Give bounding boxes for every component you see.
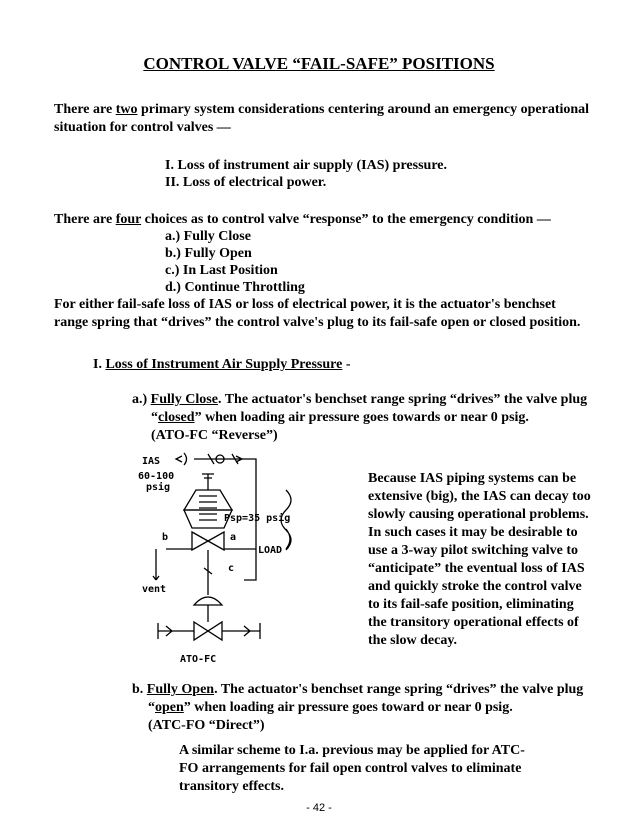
choices-text: There are (54, 212, 116, 227)
item-text: . The actuator's benchset range spring “drives” the valve plug (217, 392, 588, 407)
pilot-valve (194, 622, 222, 640)
pilot-stem (202, 474, 214, 490)
vent-line (153, 549, 159, 580)
item-emphasis: closed (158, 410, 195, 425)
side-note-line: slowly causing operational problems. (368, 507, 589, 522)
side-note-line: Because IAS piping systems can be (368, 471, 577, 486)
diagram-caption: ATO-FC (180, 654, 217, 665)
scheme-note-line: A similar scheme to I.a. previous may be applied for ATC- (179, 743, 525, 758)
item-a-line-2 (151, 409, 529, 427)
spring-paragraph-line: range spring that “drives” the control valve's plug to its fail-safe open or closed position. (54, 315, 581, 330)
valve-diagram (136, 450, 336, 675)
item-a-line-3: (ATO-FC “Reverse”) (151, 428, 278, 443)
load-label: LOAD (258, 545, 283, 556)
scheme-note-line: FO arrangements for fail open control valves to eliminate (179, 761, 522, 776)
section-title: Loss of Instrument Air Supply Pressure (105, 357, 343, 372)
choice-item: d.) Continue Throttling (165, 280, 305, 295)
intro-text: There are (54, 102, 116, 117)
port-c-label: c (228, 563, 235, 574)
side-note-line: the slow decay. (368, 633, 458, 648)
choice-item: a.) Fully Close (165, 229, 251, 244)
port-a-label: a (230, 532, 237, 543)
page-number: - 42 - (306, 802, 332, 814)
item-text: ” when loading air pressure goes towards or near 0 psig. (194, 410, 529, 425)
choices-emphasis: four (115, 212, 142, 227)
actuator-body (184, 490, 232, 510)
arrow (176, 456, 182, 462)
spring-symbol (199, 496, 217, 520)
page-title: CONTROL VALVE “FAIL-SAFE” POSITIONS (143, 54, 495, 73)
item-emphasis: open (155, 700, 184, 715)
pressure-label: 60-100 (138, 471, 175, 482)
side-note-line: use a 3-way pilot switching valve to (368, 543, 578, 558)
item-b-line-1 (132, 681, 583, 699)
section-number: I. (93, 357, 106, 372)
port-b-label: b (162, 532, 169, 543)
choices-text: choices as to control valve “response” to the emergency condition — (141, 212, 551, 227)
section-heading (93, 356, 351, 374)
choice-item: b.) Fully Open (165, 246, 252, 261)
intro-line-2: situation for control valves — (54, 120, 231, 135)
ias-label: IAS (142, 456, 161, 467)
choice-item: c.) In Last Position (165, 263, 278, 278)
vent-label: vent (142, 584, 167, 595)
side-note-line: and quickly stroke the control valve (368, 579, 582, 594)
item-text: ” when loading air pressure goes toward or near 0 psig. (183, 700, 513, 715)
side-note-line: “anticipate” the eventual loss of IAS (368, 561, 585, 576)
item-label: b. (132, 682, 147, 697)
side-note-line: to its fail-safe position, eliminating (368, 597, 574, 612)
item-text: “ (151, 410, 158, 425)
spring-paragraph-line: For either fail-safe loss of IAS or loss of electrical power, it is the actuator's benchset (54, 297, 556, 312)
choices-intro (54, 211, 551, 229)
valve-body (192, 532, 224, 550)
item-label: a.) (132, 392, 151, 407)
spring-pressure-label: Psp=35 psig (224, 513, 291, 524)
item-text: “ (148, 700, 155, 715)
item-text: . The actuator's benchset range spring “drives” the valve plug (214, 682, 584, 697)
item-heading: Fully Close (150, 392, 218, 407)
intro-line-1 (54, 101, 589, 119)
side-note-line: the transitory operational effects of (368, 615, 579, 630)
item-b-line-3: (ATC-FO “Direct”) (148, 718, 265, 733)
consideration-item: I. Loss of instrument air supply (IAS) pressure. (165, 158, 447, 173)
item-a-line-1 (132, 391, 587, 409)
item-b-line-2 (148, 699, 513, 717)
consideration-item: II. Loss of electrical power. (165, 175, 327, 190)
pilot-actuator (194, 597, 222, 605)
intro-text: primary system considerations centering around an emergency operational (137, 102, 590, 117)
side-note-line: extensive (big), the IAS can decay too (368, 489, 591, 504)
item-heading: Fully Open (146, 682, 215, 697)
scheme-note-line: transitory effects. (179, 779, 284, 794)
section-suffix: - (342, 357, 351, 372)
intro-emphasis: two (115, 102, 138, 117)
side-note-line: In such cases it may be desirable to (368, 525, 578, 540)
unit-label: psig (146, 482, 171, 493)
